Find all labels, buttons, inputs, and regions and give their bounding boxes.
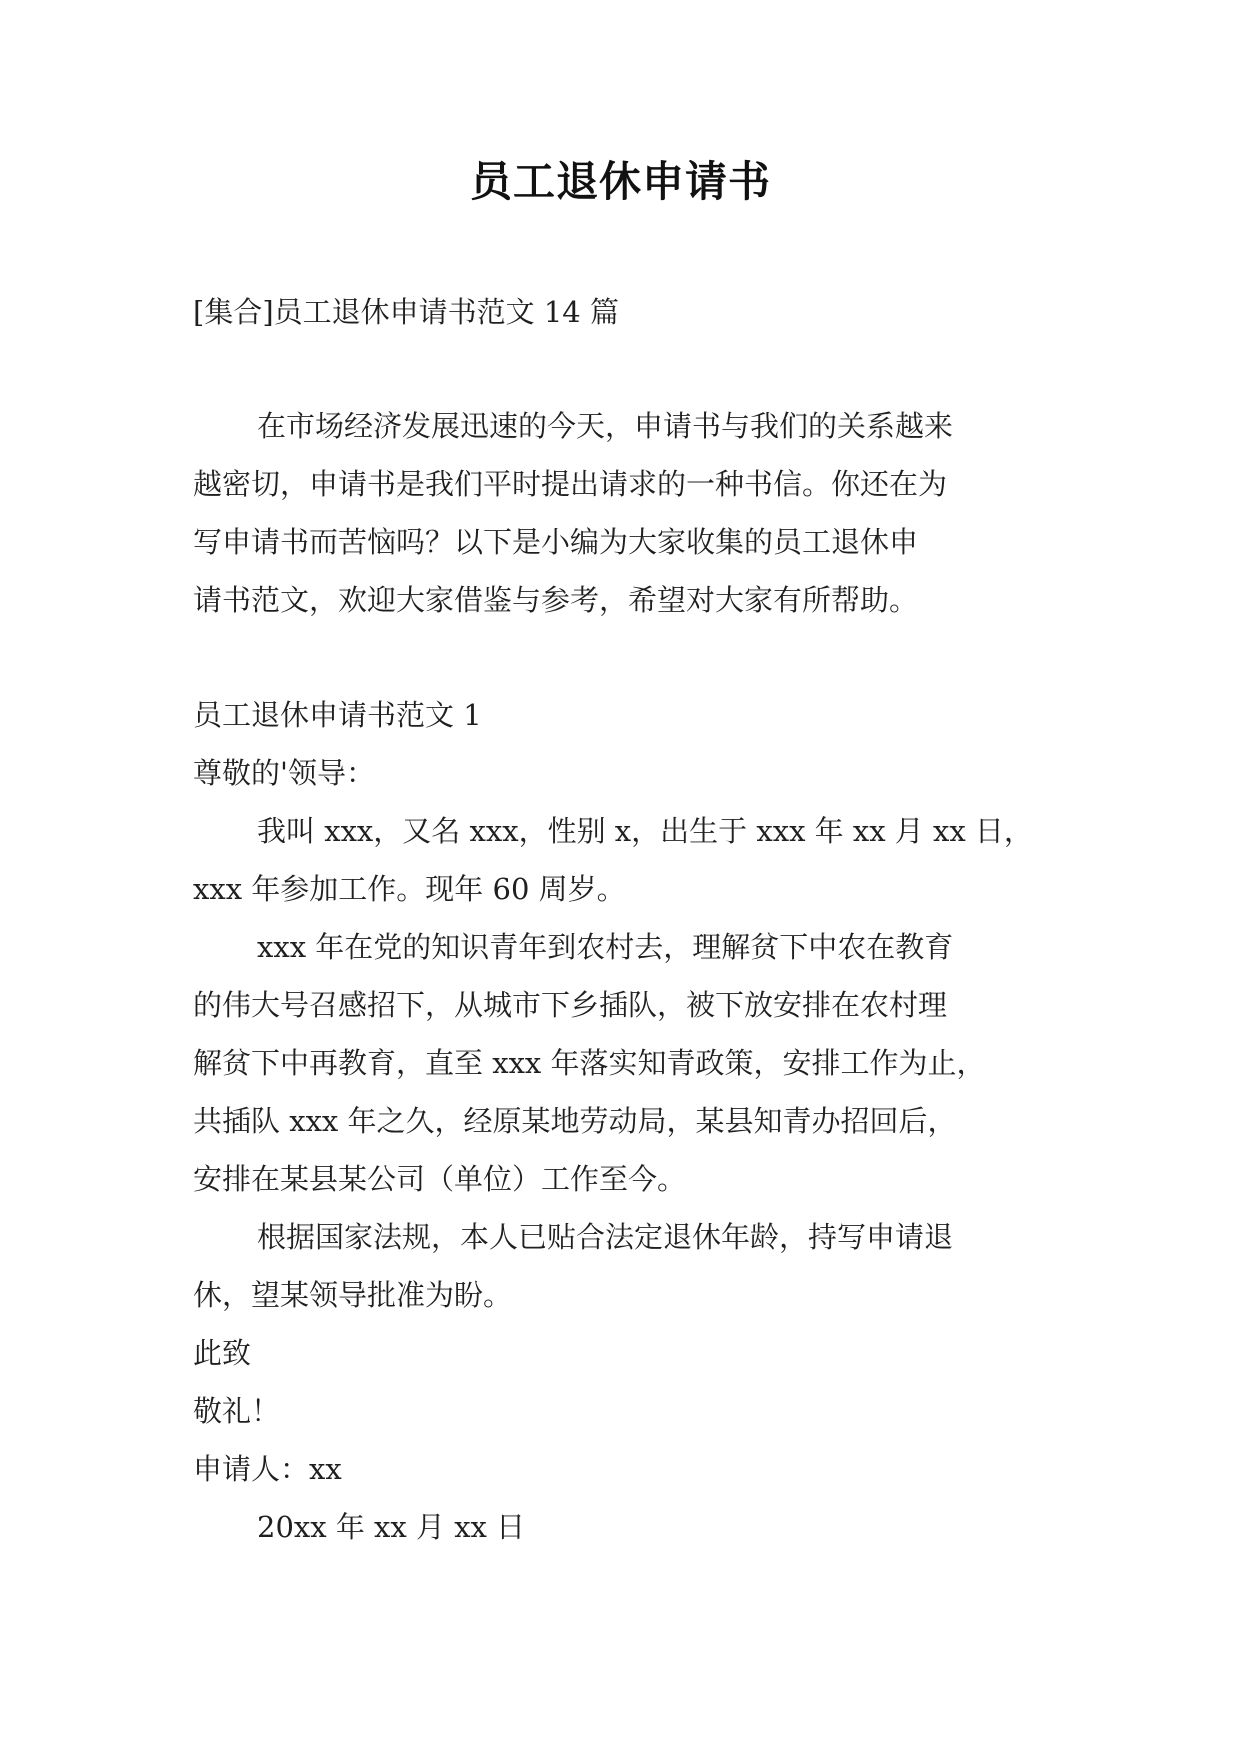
para2-line-5: 安排在某县某公司（单位）工作至今。	[193, 1162, 687, 1196]
date-line: 20xx 年 xx 月 xx 日	[257, 1510, 526, 1544]
para2-line-3: 解贫下中再教育，直至 xxx 年落实知青政策，安排工作为止，	[193, 1046, 986, 1080]
document-title: 员工退休申请书	[469, 157, 771, 206]
para3-line-1: 根据国家法规，本人已贴合法定退休年龄，持写申请退	[257, 1220, 954, 1254]
salutation: 尊敬的'领导：	[193, 756, 375, 790]
applicant-line: 申请人：xx	[193, 1452, 342, 1486]
para3-line-2: 休，望某领导批准为盼。	[193, 1278, 513, 1312]
para2-line-1: xxx 年在党的知识青年到农村去，理解贫下中农在教育	[257, 930, 954, 964]
intro-line-3: 写申请书而苦恼吗？以下是小编为大家收集的员工退休申	[193, 525, 919, 559]
section-heading: 员工退休申请书范文 1	[193, 698, 482, 732]
para1-line-1: 我叫 xxx，又名 xxx，性别 x，出生于 xxx 年 xx 月 xx 日，	[257, 814, 1033, 848]
para2-line-2: 的伟大号召感招下，从城市下乡插队，被下放安排在农村理	[193, 988, 948, 1022]
para2-line-4: 共插队 xxx 年之久，经原某地劳动局，某县知青办招回后，	[193, 1104, 957, 1138]
para1-line-2: xxx 年参加工作。现年 60 周岁。	[193, 872, 626, 906]
closing-line-1: 此致	[193, 1336, 252, 1370]
document-subtitle: [集合]员工退休申请书范文 14 篇	[193, 295, 619, 329]
intro-line-1: 在市场经济发展迅速的今天，申请书与我们的关系越来	[257, 409, 954, 443]
intro-line-4: 请书范文，欢迎大家借鉴与参考，希望对大家有所帮助。	[193, 583, 919, 617]
closing-line-2: 敬礼！	[193, 1394, 281, 1428]
intro-line-2: 越密切，申请书是我们平时提出请求的一种书信。你还在为	[193, 467, 948, 501]
